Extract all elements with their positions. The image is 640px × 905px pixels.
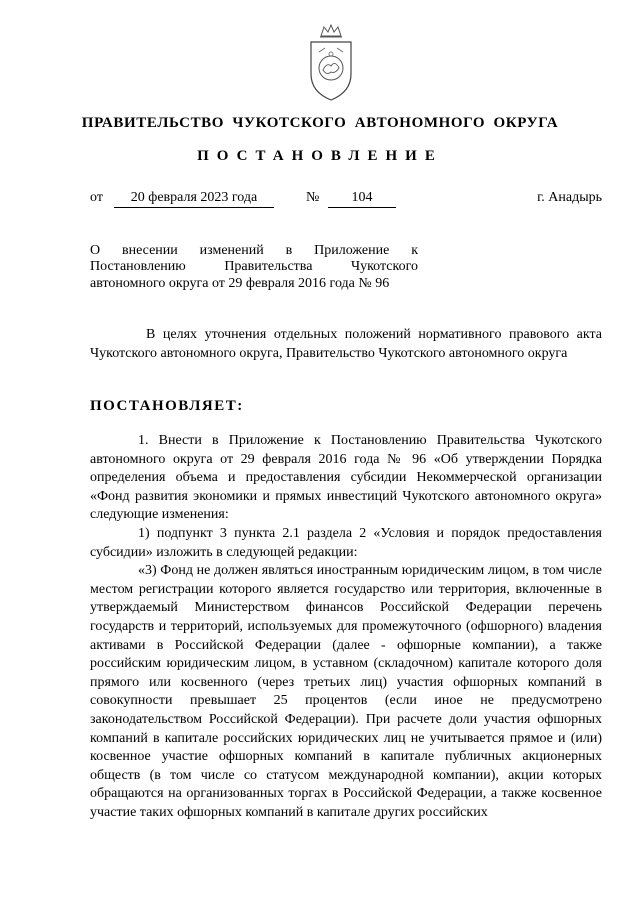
document-body: [90, 432, 602, 822]
paragraph-quote-3: «3) Фонд не должен являться иностранным юридическим лицом, в том числе местом регистрации которого является государство или территория, включенные в утверждаемый Министерством финансов Российской Федерации перечень государств и территорий, используемых для промежуточного (офшорного) владения активами в Российской Федерации (далее - офшорные компании), а также российским юридическим лицом, в уставном (складочном) капитале которого доля прямого или косвенного (через третьих лиц) участия офшорных компаний в совокупности превышает 25 процентов (если иное не предусмотрено законодательством Российской Федерации). При расчете доли участия офшорных компаний в капитале российских юридических лиц не учитывается прямое и (или) косвенное участие офшорных компаний в капитале публичных акционерных обществ (в том числе со статусом международной компании), акции которых обращаются на организованных торгах в Российской Федерации, а также косвенное участие таких офшорных компаний в капитале других российских: [90, 563, 602, 820]
document-subject: О внесении изменений в Приложение к Постановлению Правительства Чукотского автономного округа от 29 февраля 2016 года № 96: [90, 243, 418, 291]
document-type-title: ПОСТАНОВЛЕНИЕ: [197, 148, 443, 164]
date-field: [114, 190, 274, 208]
number-prefix: №: [306, 190, 320, 205]
paragraph-subitem-1: 1) подпункт 3 пункта 2.1 раздела 2 «Условия и порядок предоставления субсидии» изложить в следующей редакции:: [90, 525, 602, 560]
date-value: 20 февраля 2023 года: [114, 190, 274, 208]
paragraph-item-1: 1. Внести в Приложение к Постановлению Правительства Чукотского автономного округа от 29 февраля 2016 года № 96 «Об утверждении Порядка определения объема и предоставления субсидии Некоммерческой организации «Фонд развития экономики и прямых инвестиций Чукотского автономного округа» следующие изменения:: [90, 433, 602, 523]
coat-of-arms-icon: [305, 22, 357, 104]
city: г. Анадырь: [537, 190, 602, 205]
number-value: 104: [328, 190, 396, 208]
decree-heading: ПОСТАНОВЛЯЕТ:: [90, 398, 244, 414]
number-field: [328, 190, 396, 208]
date-prefix: от: [90, 190, 103, 205]
organization-title: ПРАВИТЕЛЬСТВО ЧУКОТСКОГО АВТОНОМНОГО ОКРУГА: [81, 115, 559, 131]
preamble: В целях уточнения отдельных положений нормативного правового акта Чукотского автономного округа, Правительство Чукотского автономного округа: [90, 327, 602, 361]
